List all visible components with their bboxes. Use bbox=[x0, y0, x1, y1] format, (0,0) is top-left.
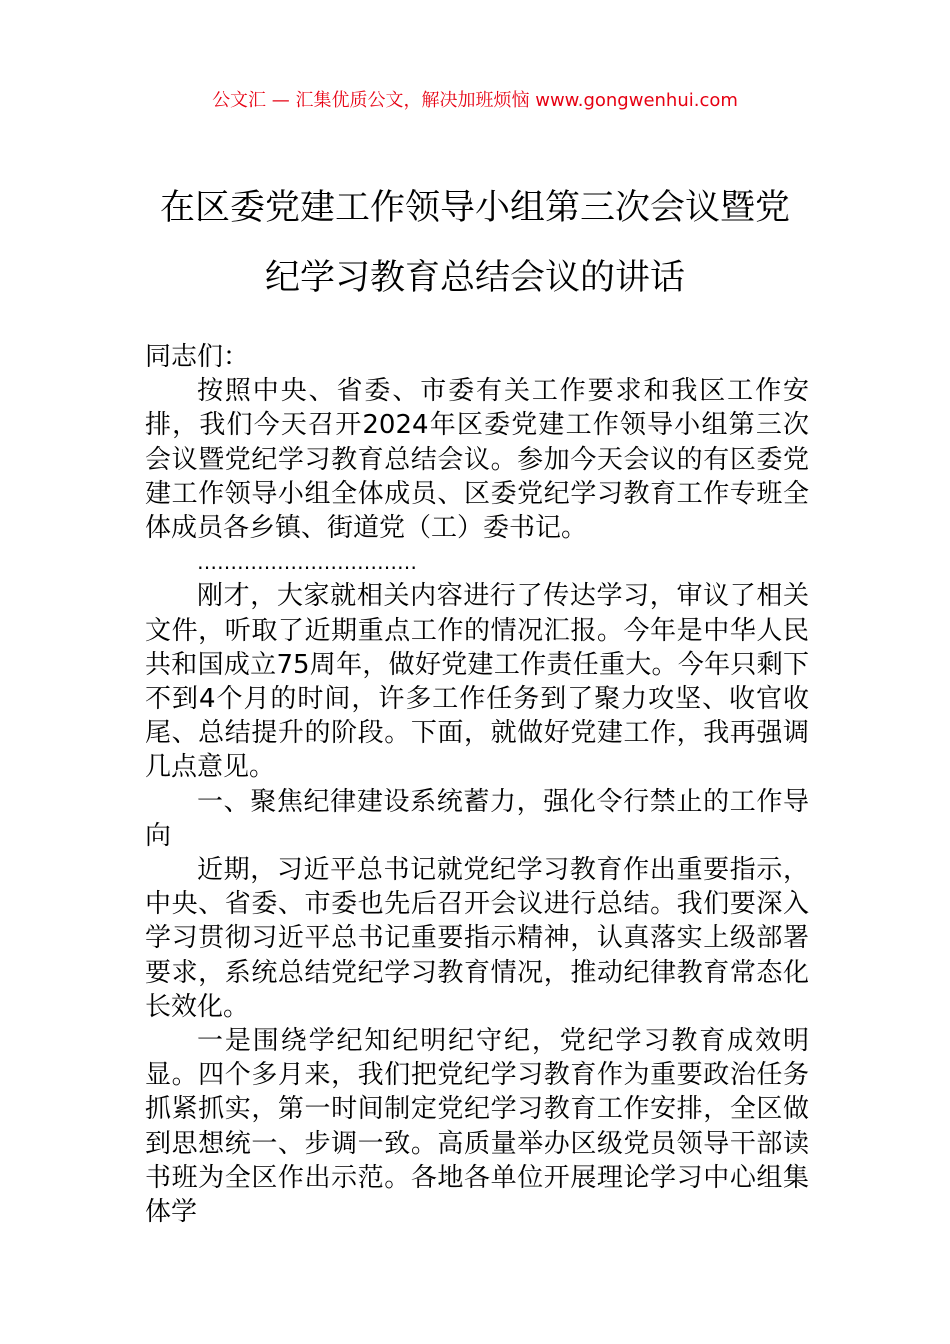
document-title-line-2: 纪学习教育总结会议的讲话 bbox=[264, 258, 685, 298]
ellipsis-separator: …………………………… bbox=[197, 550, 417, 575]
paragraph-point-1: 一是围绕学纪知纪明纪守纪，党纪学习教育成效明显。四个多月来，我们把党纪学习教育作为重要政治任务抓紧抓实，第一时间制定党纪学习教育工作安排，全区做到思想统一、步调一致。高质量举办区级党员领导干部读书班为全区作出示范。各地各单位开展理论学习中心组集体学 bbox=[145, 1026, 809, 1228]
paragraph-intro: 按照中央、省委、市委有关工作要求和我区工作安排，我们今天召开2024年区委党建工作领导小组第三次会议暨党纪学习教育总结会议。参加今天会议的有区委党建工作领导小组全体成员、区委党纪学习教育工作专班全体成员各乡镇、街道党（工）委书记。 bbox=[145, 376, 809, 544]
paragraph-section-1-intro: 近期，习近平总书记就党纪学习教育作出重要指示，中央、省委、市委也先后召开会议进行总结。我们要深入学习贯彻习近平总书记重要指示精神，认真落实上级部署要求，系统总结党纪学习教育情况，推动纪律教育常态化长效化。 bbox=[145, 855, 809, 1022]
document-title-line-1: 在区委党建工作领导小组第三次会议暨党 bbox=[159, 188, 790, 228]
paragraph-context: 刚才，大家就相关内容进行了传达学习，审议了相关文件，听取了近期重点工作的情况汇报。今年是中华人民共和国成立75周年，做好党建工作责任重大。今年只剩下不到4个月的时间，许多工作任务到了聚力攻坚、收官收尾、总结提升的阶段。下面，就做好党建工作，我再强调几点意见。 bbox=[145, 581, 809, 783]
site-banner: 公文汇 — 汇集优质公文，解决加班烦恼 www.gongwenhui.com bbox=[212, 90, 738, 111]
salutation: 同志们： bbox=[145, 342, 250, 372]
document-body bbox=[145, 340, 809, 1229]
section-heading-1: 一、聚焦纪律建设系统蓄力，强化令行禁止的工作导向 bbox=[145, 786, 809, 851]
